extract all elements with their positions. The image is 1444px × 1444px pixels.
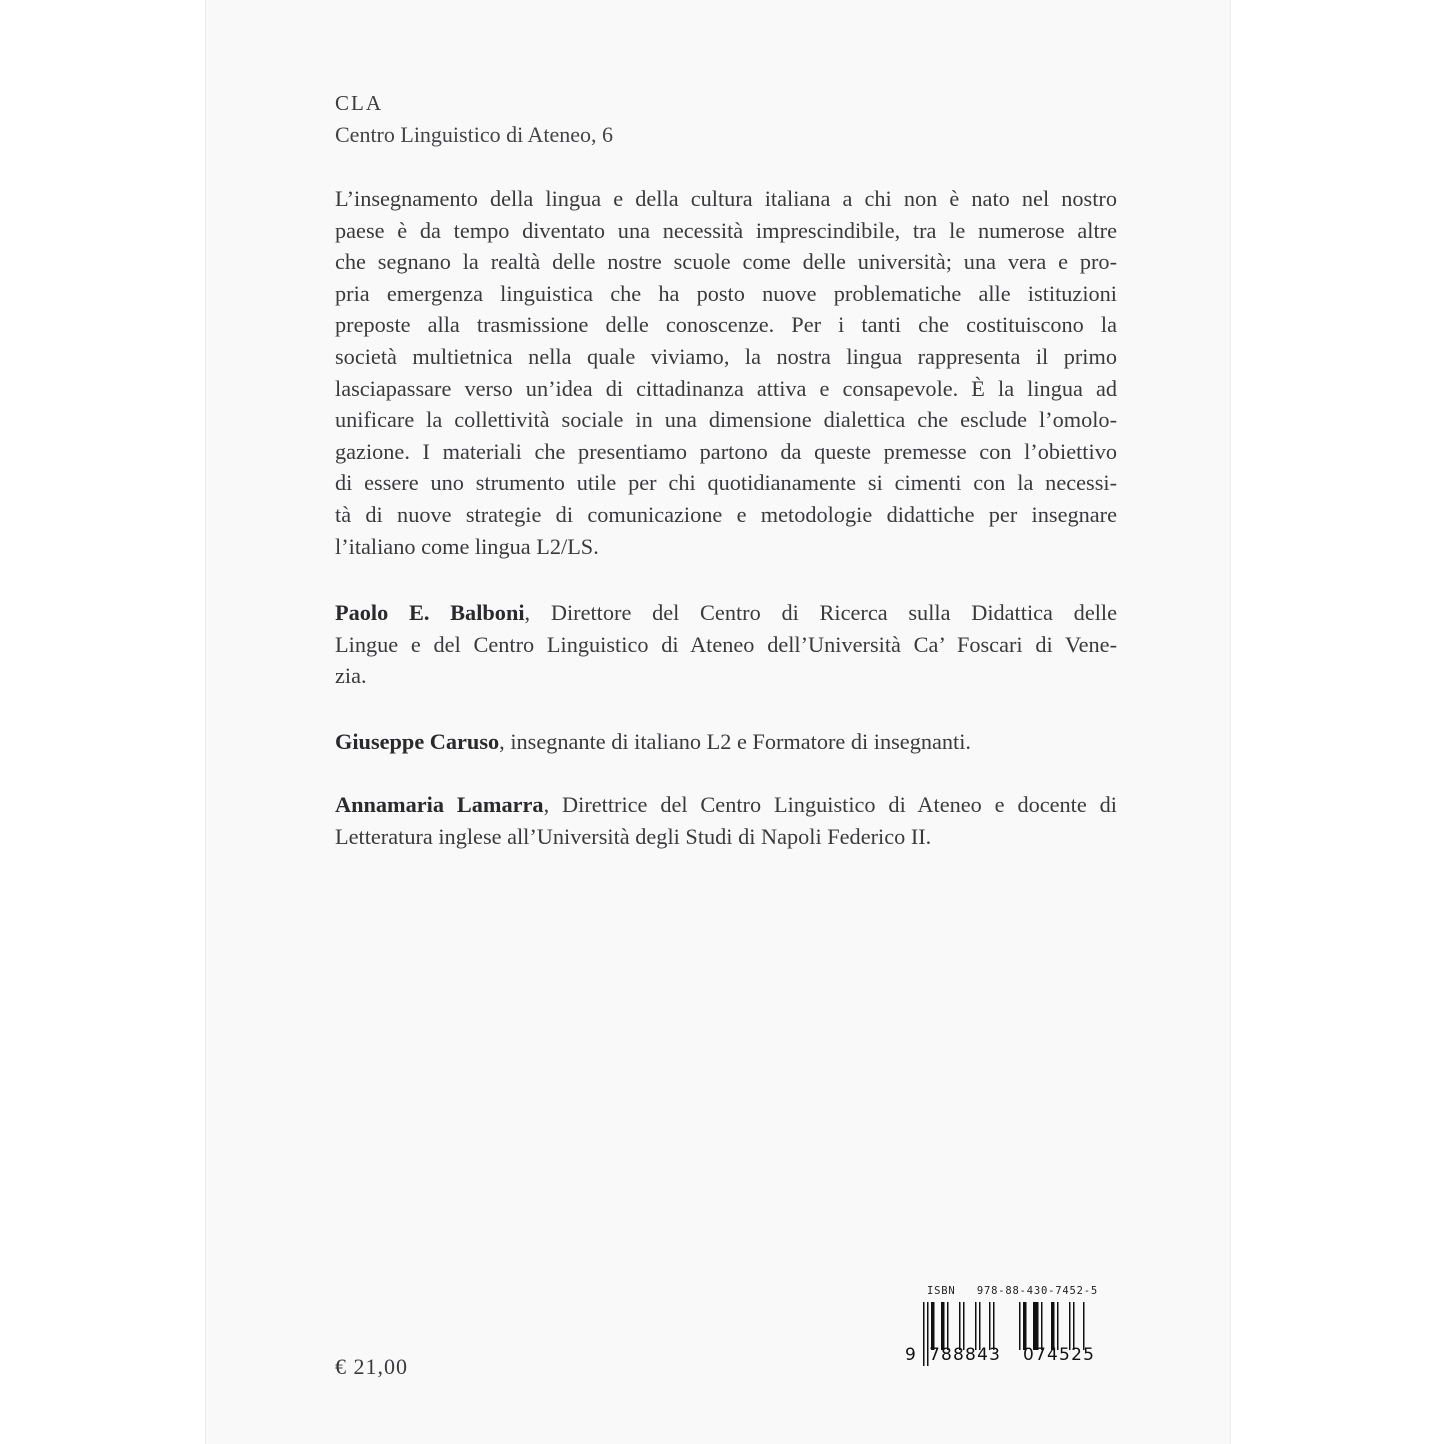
description-line: di essere uno strumento utile per chi quotidianamente si cimenti con la necessi-: [335, 470, 1117, 496]
description-line: preposte alla trasmissione delle conoscenze. Per i tanti che costituiscono la: [335, 312, 1117, 338]
author-name: Giuseppe Caruso: [335, 729, 500, 754]
barcode-bar: [979, 1302, 981, 1350]
barcode-bar: [941, 1302, 945, 1350]
author-bio-text: , insegnante di italiano L2 e Formatore di insegnanti.: [499, 729, 972, 754]
description-line: L’insegnamento della lingua e della cultura italiana a chi non è nato nel nostro: [335, 186, 1117, 211]
barcode-bar: [959, 1302, 961, 1350]
description-line: pria emergenza linguistica che ha posto nuove problematiche alle istituzioni: [335, 280, 1117, 306]
barcode-bar: [1073, 1302, 1075, 1350]
author-bio-text: , Direttrice del Centro Linguistico di Ateneo e docente di: [543, 792, 1117, 817]
barcode-digit-group-left: 788843: [929, 1345, 1002, 1365]
barcode-bar: [1023, 1302, 1027, 1350]
description-line: lasciapassare verso un’idea di cittadinanza attiva e consapevole. È la lingua ad: [335, 375, 1117, 401]
description-line: tà di nuove strategie di comunicazione e metodologie didattiche per insegnare: [335, 501, 1117, 527]
author-bio-text: , Direttore del Centro di Ricerca sulla Didattica delle: [524, 600, 1117, 625]
barcode-bar: [975, 1302, 977, 1350]
series-name: Centro Linguistico di Ateneo, 6: [335, 122, 614, 147]
author-bio-line: zia.: [335, 663, 367, 689]
isbn-label: ISBN: [927, 1285, 956, 1297]
author-bio-line: [335, 789, 1117, 821]
description-line: l’italiano come lingua L2/LS.: [335, 533, 599, 559]
author-name: Paolo E. Balboni: [335, 600, 525, 625]
barcode-bar: [1033, 1302, 1039, 1350]
barcode-bar: [1083, 1302, 1085, 1350]
barcode-bar: [931, 1302, 935, 1350]
description-line: che segnano la realtà delle nostre scuole come delle università; una vera e pro-: [335, 249, 1117, 275]
barcode-digit-group-right: 074525: [1023, 1345, 1096, 1365]
price: € 21,00: [335, 1354, 408, 1379]
description-line: società multietnica nella quale viviamo, la nostra lingua rappresenta il primo: [335, 343, 1117, 369]
description-line: gazione. I materiali che presentiamo partono da queste premesse con l’obiettivo: [335, 438, 1117, 464]
barcode-bar: [1057, 1302, 1059, 1350]
isbn-number: 978-88-430-7452-5: [976, 1285, 1098, 1297]
description-line: unificare la collettività sociale in una dimensione dialettica che esclude l’omolo-: [335, 407, 1117, 433]
description-paragraph: [335, 183, 1117, 562]
author-bio-line: [335, 597, 1117, 629]
barcode-bar: [947, 1302, 949, 1350]
barcode-bar: [989, 1302, 991, 1350]
author-bio-line: [335, 726, 1117, 758]
barcode-bar: [1051, 1302, 1055, 1350]
author-name: Annamaria Lamarra: [335, 792, 544, 817]
barcode-bar: [993, 1302, 995, 1350]
isbn-barcode: [905, 1285, 1120, 1385]
barcode-digits: [905, 1345, 1120, 1367]
description-line: paese è da tempo diventato una necessità imprescindibile, tra le numerose altre: [335, 217, 1117, 243]
barcode-digit-lead: 9: [905, 1345, 916, 1365]
author-bio-balboni: [335, 597, 1117, 692]
author-bio-line: Letteratura inglese all’Università degli Studi di Napoli Federico II.: [335, 823, 932, 849]
barcode-bar: [1069, 1302, 1071, 1350]
barcode-bar: [1041, 1302, 1043, 1350]
barcode-bar: [963, 1302, 965, 1350]
barcode-bar: [1019, 1302, 1021, 1350]
series-code: CLA: [335, 91, 383, 115]
isbn-line: [927, 1285, 1098, 1297]
author-bio-caruso: [335, 726, 1117, 758]
author-bio-lamarra: [335, 789, 1117, 852]
author-bio-line: Lingue e del Centro Linguistico di Ateneo dell’Università Ca’ Foscari di Vene-: [335, 631, 1117, 657]
